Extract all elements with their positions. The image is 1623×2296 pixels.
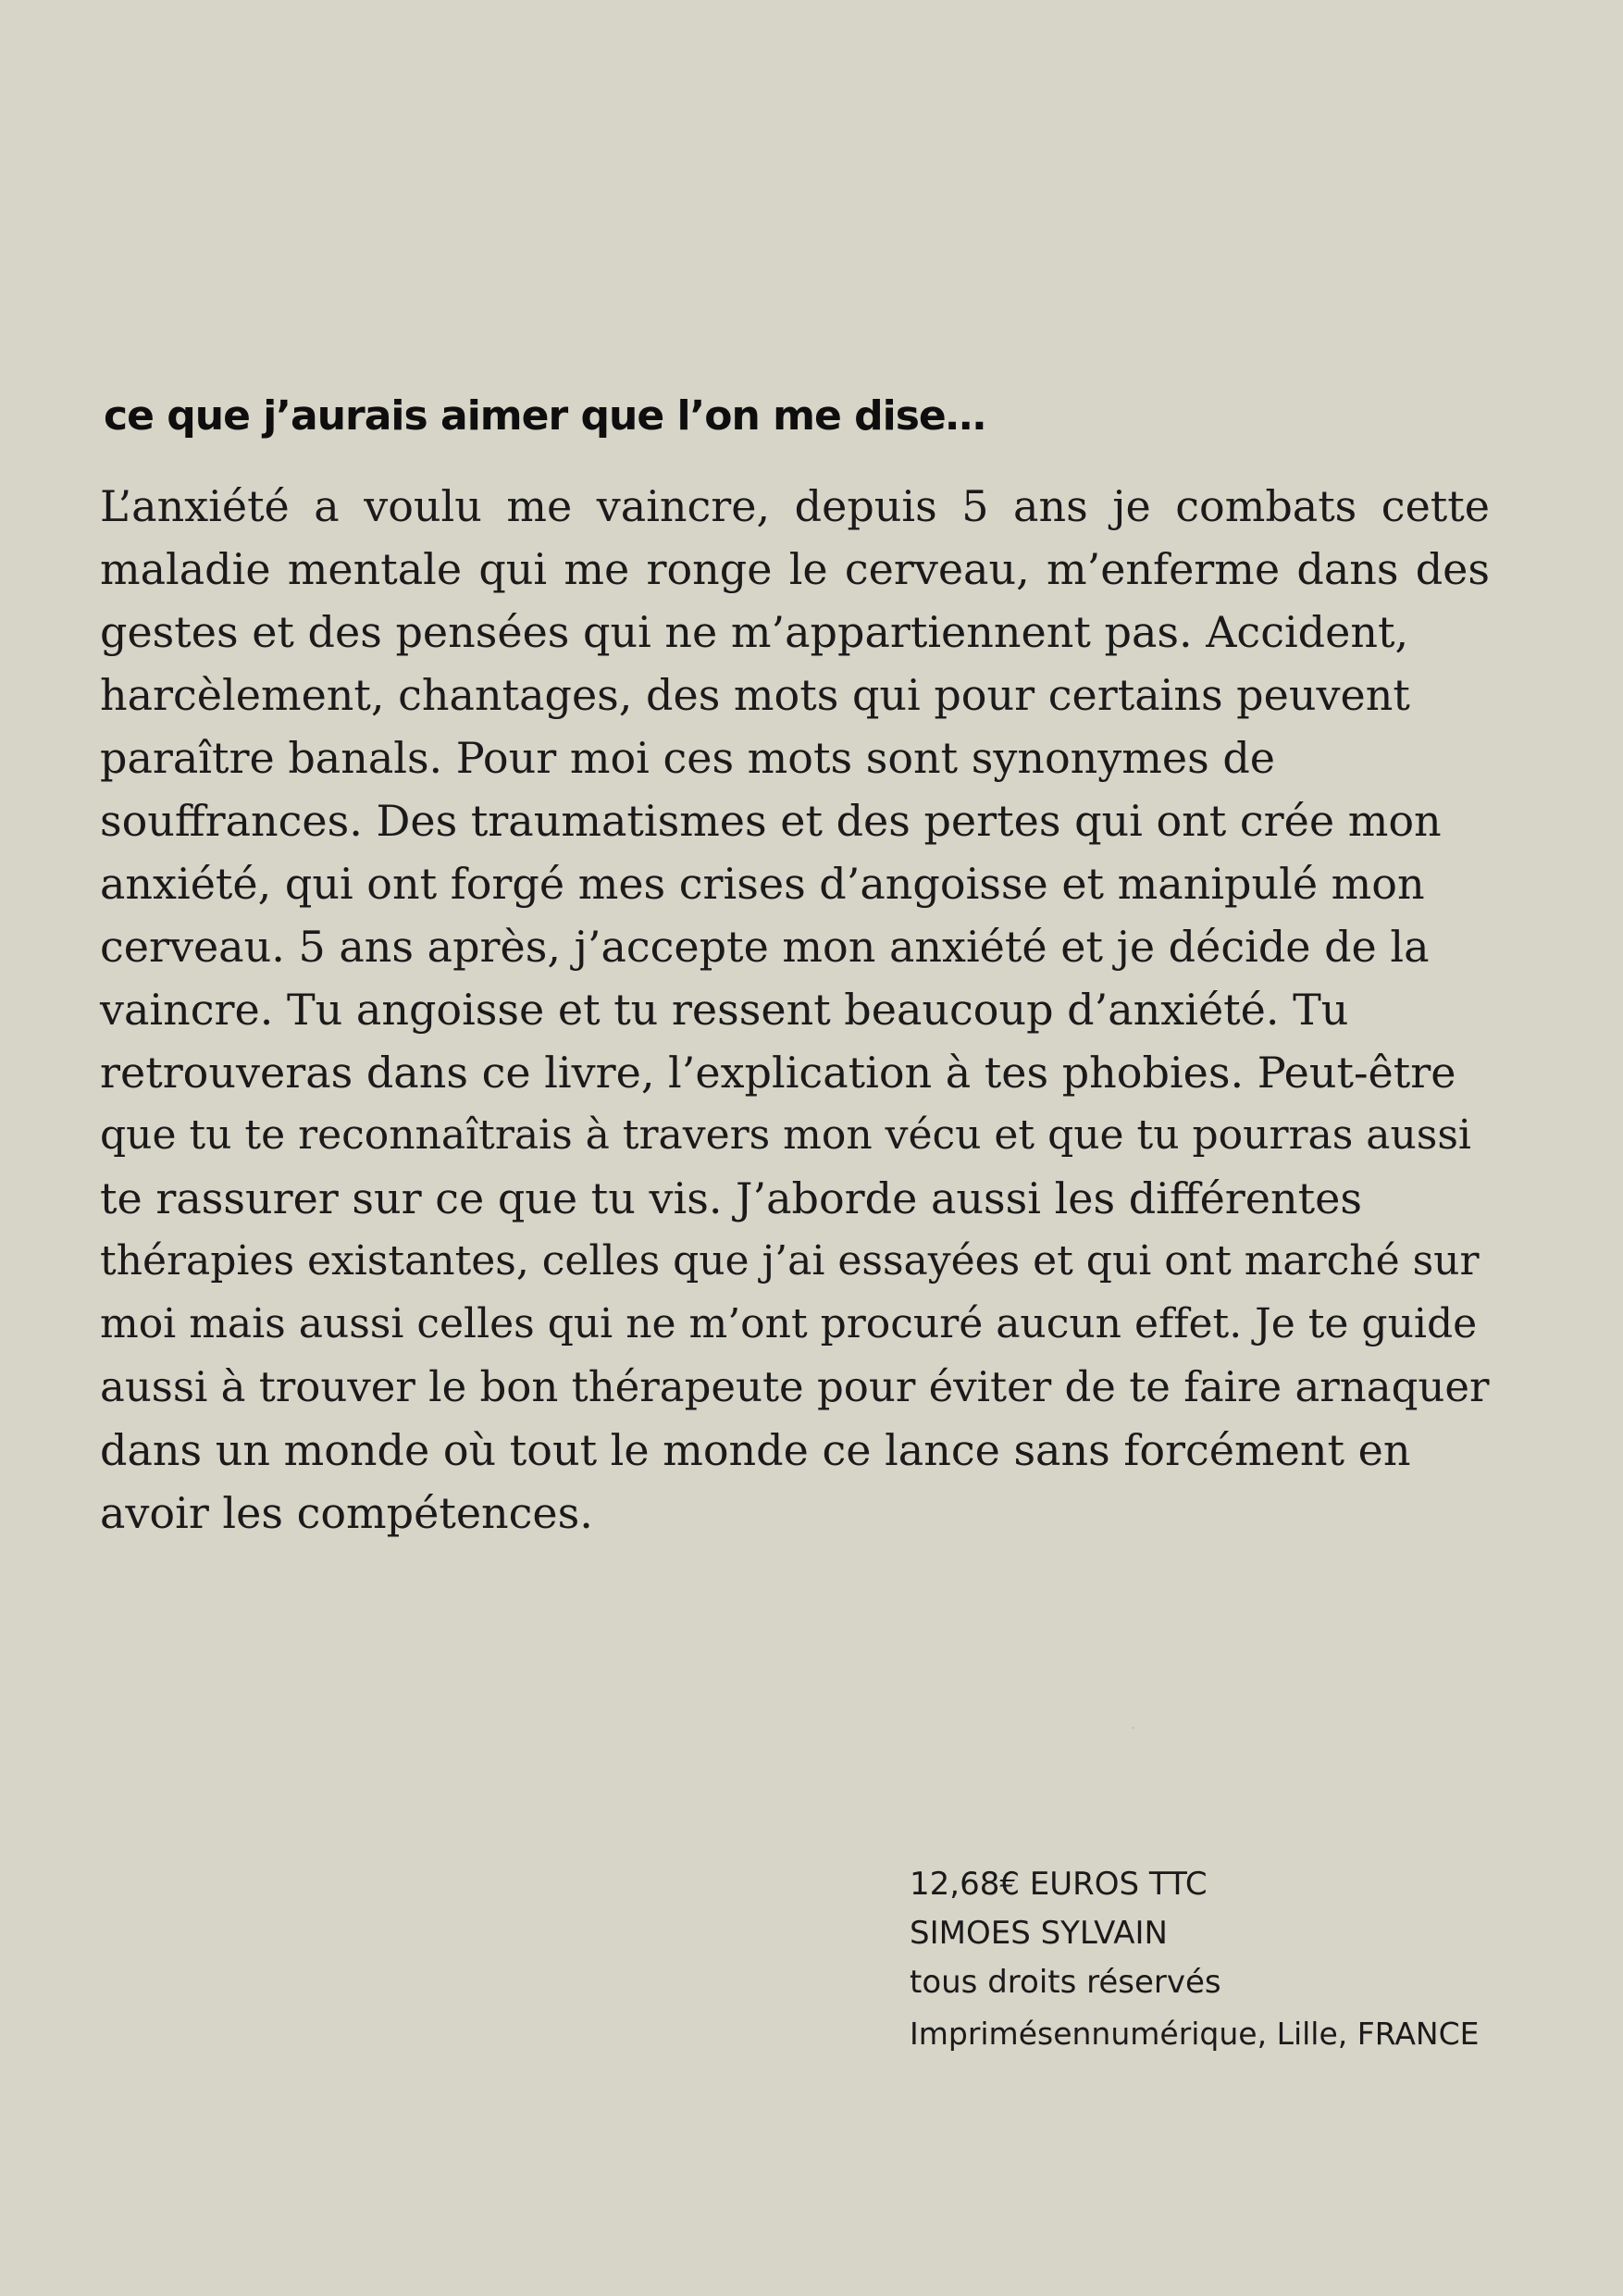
- blurb-line: moi mais aussi celles qui ne m’ont procuré aucun effet. Je te guide: [100, 1300, 1478, 1347]
- decorative-speck: [1132, 1727, 1134, 1729]
- blurb-line: vaincre. Tu angoisse et tu ressent beaucoup d’anxiété. Tu: [100, 985, 1349, 1035]
- blurb-line: L’anxiété a voulu me vaincre, depuis 5 ans je combats cette: [100, 481, 1490, 531]
- blurb-line: que tu te reconnaîtrais à travers mon vécu et que tu pourras aussi: [100, 1111, 1471, 1159]
- price-label: 12,68€ EUROS TTC: [910, 1866, 1208, 1903]
- author-name: SIMOES SYLVAIN: [910, 1915, 1168, 1952]
- blurb-line: dans un monde où tout le monde ce lance sans forcément en: [100, 1425, 1411, 1475]
- blurb-line: thérapies existantes, celles que j’ai essayées et qui ont marché sur: [100, 1237, 1480, 1285]
- blurb-line: aussi à trouver le bon thérapeute pour éviter de te faire arnaquer: [100, 1362, 1490, 1411]
- printer-info: Imprimésennumérique, Lille, FRANCE: [910, 2016, 1480, 2052]
- blurb-line: paraître banals. Pour moi ces mots sont synonymes de: [100, 733, 1276, 783]
- blurb-line: souffrances. Des traumatismes et des pertes qui ont crée mon: [100, 796, 1442, 846]
- rights-notice: tous droits réservés: [910, 1964, 1221, 2001]
- colophon: [910, 1860, 1479, 2058]
- blurb-paragraph: [100, 475, 1490, 1545]
- blurb-line: gestes et des pensées qui ne m’appartiennent pas. Accident,: [100, 607, 1409, 657]
- blurb-line: cerveau. 5 ans après, j’accepte mon anxiété et je décide de la: [100, 922, 1430, 972]
- blurb-line: harcèlement, chantages, des mots qui pour certains peuvent: [100, 670, 1410, 720]
- blurb-line: maladie mentale qui me ronge le cerveau, m’enferme dans des: [100, 544, 1490, 594]
- blurb-line: anxiété, qui ont forgé mes crises d’angoisse et manipulé mon: [100, 859, 1425, 909]
- back-cover-heading: ce que j’aurais aimer que l’on me dise…: [104, 392, 985, 440]
- blurb-line: te rassurer sur ce que tu vis. J’aborde aussi les différentes: [100, 1173, 1362, 1223]
- blurb-line: retrouveras dans ce livre, l’explication à tes phobies. Peut-être: [100, 1048, 1456, 1098]
- blurb-line: avoir les compétences.: [100, 1488, 593, 1538]
